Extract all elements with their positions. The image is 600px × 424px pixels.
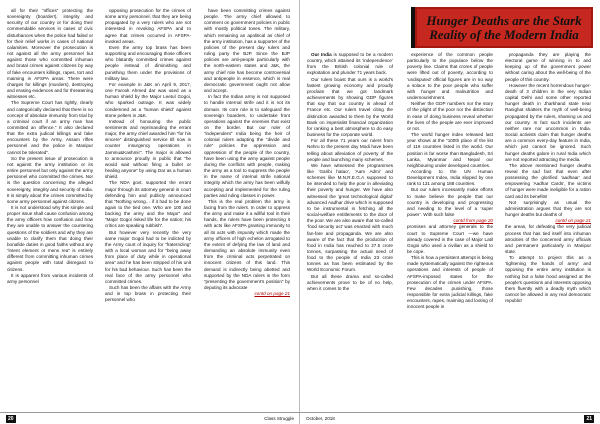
left-column-3 [204,8,290,405]
paragraph: Our rulers boast that ours is a world's fastest growing economy and proudly proclaim that we got landmark achievements by showing GDP figures that say that our country is ahead of France etc. Our rulers travel citing the distinction awarded to them by the World Bank on imperialist financial organization for ranking a best atmosphere to do easy business for the corporate world. [307,76,393,138]
paragraph: So the present issue of prosecution is not against the army institution or its entire personnel but only against the army personnel who committed the crimes. Nor is the question concerning the alleged sovereignty, integrity and security of India. It is simply about the crimes committed by some army personnel against citizens. [7,155,93,204]
paragraph: Our India is supposed to be a modern country, which attained its ‘independence’ from the British colonial rule of exploitation and plunder 71 years back. [307,52,393,76]
page-number: 21 [586,415,592,422]
paragraph: The above mentioned hunger deaths reveal the sad fact that even after possessing the glorified ‘aadhaar’ and empowering ‘Aadhar Cards’, the victims of hunger were made ineligible for a ration card and its benefits! [505,162,591,199]
left-column-2 [105,8,191,405]
continued-link[interactable]: contd on page 21 [254,291,290,297]
continued-text-2: This is how a persistent attempt is being made systematically against the righteous operations and interests of people of AFSPA-imposed states for the prosecution of the crimes under AFSPA. Few decades punishing, those responsible for extra judicial killings, fake encounters, rapes, maiming and looting of innocent people in [407,255,493,310]
paragraph: However the recent horrendous hunger-death of 3 children in the very Indian capital Delhi and some other reported hunger death in Jharkhand state near Ranighat shatters the myth of well-being propagated by the rulers, shaming us and our country. In fact such incidents are neither rare nor uncommon in India. Social activists claim that hunger deaths are a common every-day feature in India, which just cannot be ignored. Such hunger deaths galore in rural India which are not reported attracting the media. [505,82,591,162]
continued-text-2: To attempt to project this as a ‘tightening the hands of army’ and opposing the entire army institution is nothing but a false hood assigned at the people's questions and interests opposing them fluently with a deadly myth which cannot be allowed in any real democratic republic! [505,255,591,304]
continued-text: promises and attorney generals to the court to Supreme Court —we have already covered in the case of Major Latil Gogoi who used a civilian as a shield to be cope. [407,224,493,254]
paragraph: This is the real problem the army is facing from the rulers. In order to oppress the army and make it a willful tool in their hands, the rulers have been protecting it with acts like AFSPA granting immunity to all its acts with impunity which made the army officers of high echelon arrogated to the extent of defying the law of land and demanding an absolute immunity even from the criminal acts perpetrated on innocent citizens of this land. This demand is indirectly being abetted and supported by the NDA rulers in the form “presenting the government's position” by deputing its advocate [204,198,290,291]
publication-name: Class Struggle [264,416,294,421]
paragraph: In fact the Indian army is not supposed to handle internal strife and it is not its domain. Its core role is to safeguard the sovereign boarders, to undertake front operations against the enemies that exist on the border. But our ruler of “independent” India being the heir of colonial rulers adapting the “divide and rule” policies the oppression and oppression of the people of the country, have been using the army against people during the conflicts with people, making the army as a tool to suppress the people in the name of internal strife national integrity which the army has been wilfully accepting and implemented for the ruling parties and ruling classes in power. [204,94,290,198]
continued-from-link[interactable]: contd from page 20 [453,218,493,224]
paragraph: Not surprisingly as usual the administration argues that they are not hunger deaths but deaths of [505,199,591,218]
paragraph: The NDA govt. supported the errant major through its attorney general in court defending him and publicly announced that “Nothing wrong… if it had to be done again to the tied one. Who are 100 and backing the army and the Major” and “Major Gogoi risked life for the nation; his critics are speaking rubbish”. [105,180,191,229]
right-column-1 [307,52,393,405]
paragraph: Such has been the affairs with the Army and in top brass in protecting their personnel who [105,285,191,303]
paragraph: For example in J&K on April 9, 2017, one Farook Ahmed dar was used as a human shield by the Major Leetul Gogoi, who sparked outrage. It was widely condemned as a 'human shield' against stone pelters in J&K. [105,81,191,118]
paragraph: It is not understood why this simple and proper issue shall cause confusion among the army officers how confusion and how they are unable to answer the countering questions of the soldiers and why they are unable to clarify them that doing their bonafide duties in good faiths without any “intent element or mens rea” is entirely different from committing inhuman crimes against people with total disregard to citizens. [7,205,93,272]
right-column-3 [505,52,591,405]
page-number: 20 [8,415,14,422]
continued-link[interactable]: contd on page 21 [555,218,591,224]
paragraph: The Supreme Court has rightly, clearly and categorically declared that there is no concept of absolute immunity from trial by a criminal court if an army man has committed an offence.” It also declared that the extra judicial killings and fake encounters by the Army, Assam rifles personnel and the police in Manipur cannot be tolerated”. [7,100,93,155]
paragraph: Instead of honouring the public sentiments and reprimanding the errant major, the army chief awarded him “for his sincere” distinguished service till now is counter insurgency operations in Jammu&Kashmir”. The major is allowed to announce proudly in public that “he would wait without firing a bullet or healing anyone” by using Dar as a human shield. [105,118,191,180]
left-column-1 [7,8,93,405]
paragraph: According to the UN Human Development Index, India slipped by one rank to 131 among 188 countries. [407,168,493,187]
right-column-2 [407,52,493,405]
paragraph: The world hunger index released last year shows at the “100th place of the list of 119 countries listed in the world. Our position is far worse than Bangladesh, Sri Lanka, Myanmar and Nepal our neighbouring under developed countries. [407,132,493,168]
paragraph: experience of the common people particularly to the populace below the poverty line. Claims that crores of people were lifted out of poverty, according to ‘undisputed’ official figures are in no way a solace to the poor people who suffer with hunger and malnutrition and undernourishment. [407,52,493,101]
paragraph: We have witnessed the programmes like ‘Garibi hatao’, ‘Aam Admi’ and schemes like M.N.R.E.G.A supposed to be intended to help the poor in alleviating their poverty and hunger. We have also witnessed the ‘great technological digital’ advanced Aadhar drive which is supposed to be instrumental in fetching all the social-welfare entitlements to the door of the poor. We are also aware that so-called ‘food security act’ was enacted with much fan-fare and propaganda. We are also aware of the fact that the production of food in India has reached to 27.5 crore tonnes, surpassing the actual need of food to the people of India 23 crore tonnes as has been estimated by the World Economic Forum. [307,162,393,273]
right-page [300,0,600,424]
paragraph: It is apparent from various incidents of army personnel [7,272,93,284]
paragraph: Neither the GDP numbers nor the story of the plight of the poor nor the distinction in ease of doing business reveal whether the lives of the people are ever improved or not. [407,101,493,131]
article-banner [411,7,593,48]
paragraph: But however very recently the very same major Gogoi had to be indicted by the Army court of inquiry for “fraternizing” with a local woman and for “being away from place of duty while in operational area” and he has been stripped of his unit for his bad behaviour. Such has been the real face of the army personnel who committed crimes. [105,229,191,284]
paragraph: Even the army top brass has been supporting and encouraging those officers who blatantly committed crimes against people instead of diminishing and punishing them under the provisions of military law. [105,44,191,81]
paragraph: opposing prosecution for the crimes of some army personnel, that they are being propagated by a very rulers who are not interested in revoking AFSPA and to agree that crimes occurred in AFSPA-invoked areas. [105,8,191,44]
right-footer [300,412,600,424]
paragraph: have been committing crimes against people. The army chief allowed to comment on government policies in public with mostly political tones. The military, which remaining an apolitical as chief of the army institution, has a supporter of the policies of the present day rulers and ruling party the BJP. Since the BJP policies are anti-people particularly with the north-eastern states and J&K, the army chief role has become controversial and antipeople in essence, which is real democratic government ought not allow and accept. [204,8,290,94]
issue-date: October, 2018 [306,416,335,421]
paragraph: For all these 71 years our rulers from Nehru to the present day Modi have been telling about alleviation of poverty of the people and launching many schemes. [307,138,393,162]
lead-in: Our India [311,52,332,57]
paragraph: But our rulers incessantly make efforts to make believe the people that our country is developing and progressing and needing to the level of a ‘super power’. With such false [407,187,493,218]
paragraph: all for their “offices” protecting the sovereignty (boarder!), integrity and security of our country or for doing their commendable services in cases of civic disturbances when the police had failed or for their relief works in cases of national calamities. Moreover the prosecution is not against all the army personnel but against those who committed inhuman and brutal crimes against citizens by way of fake encounters killings, rapes, tort and maiming in AFSPA areas. There were charges for killings (murders), destroying and erasing evidences and for threatening witnesses etc. [7,8,93,100]
paragraph: propaganda they are playing the electoral game of winning in to and keeping up of the government power without caring about the well-being of the people of this country. [505,52,591,82]
left-footer [0,412,300,424]
paragraph: But all these drama and so-called achievements prove to be of no help, when it comes to the [307,273,393,291]
continued-text: the areas, for defeating the very judicial process that has tied itself into inhuman atrocities of the concerned army officials and permanent particularly in Manipur state. [505,224,591,254]
article-title: Hunger Deaths are the Stark Reality of the Modern India [426,12,582,42]
